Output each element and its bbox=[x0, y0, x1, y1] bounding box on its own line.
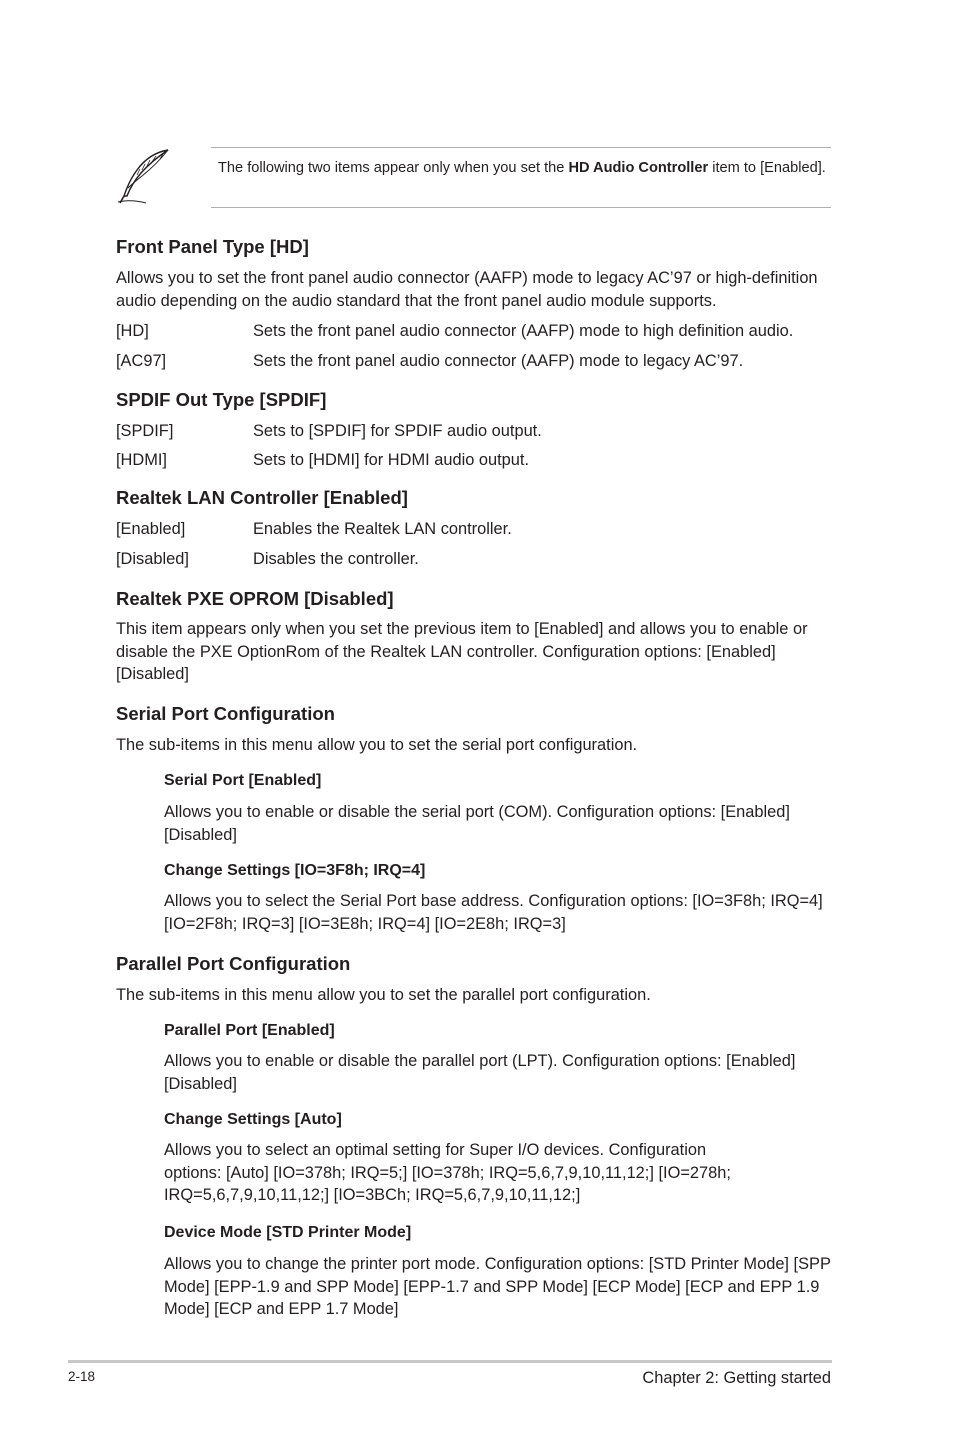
option-value: Sets the front panel audio connector (AAFP) mode to legacy AC’97. bbox=[253, 352, 744, 370]
quill-pen-icon bbox=[112, 146, 174, 206]
option-value: Disables the controller. bbox=[253, 550, 419, 568]
section-description: The sub-items in this menu allow you to set the serial port configuration. bbox=[116, 736, 638, 754]
option-key: [Disabled] bbox=[116, 550, 189, 568]
page-number: 2-18 bbox=[68, 1369, 96, 1384]
note-text-part: The following two items appear only when you set the bbox=[218, 160, 569, 176]
section-heading: SPDIF Out Type [SPDIF] bbox=[116, 389, 327, 410]
chapter-title: Chapter 2: Getting started bbox=[642, 1369, 831, 1387]
description-line: options: [Auto] [IO=378h; IRQ=5;] [IO=378h; IRQ=5,6,7,9,10,11,12;] [IO=278h; bbox=[164, 1163, 731, 1182]
subsection-heading: Device Mode [STD Printer Mode] bbox=[164, 1224, 412, 1241]
option-key: [SPDIF] bbox=[116, 422, 174, 440]
option-value: Enables the Realtek LAN controller. bbox=[253, 520, 512, 538]
note-text-part: item to [Enabled]. bbox=[708, 160, 826, 176]
option-key: [Enabled] bbox=[116, 520, 186, 538]
section-description: This item appears only when you set the previous item to [Enabled] and allows you to enable or disable the PXE OptionRom of the Realtek LAN controller. Configuration options: [Enabled] [Disabled] bbox=[116, 620, 808, 683]
note-icon bbox=[112, 146, 174, 206]
subsection-heading: Change Settings [Auto] bbox=[164, 1111, 342, 1128]
note-text bbox=[218, 158, 830, 178]
option-value: Sets to [HDMI] for HDMI audio output. bbox=[253, 451, 530, 469]
option-key: [AC97] bbox=[116, 352, 167, 370]
subsection-description: Allows you to enable or disable the parallel port (LPT). Configuration options: [Enabled] [Disabled] bbox=[164, 1052, 796, 1093]
subsection-heading: Change Settings [IO=3F8h; IRQ=4] bbox=[164, 862, 426, 879]
subsection-description bbox=[164, 1139, 832, 1207]
option-value: Sets to [SPDIF] for SPDIF audio output. bbox=[253, 422, 542, 440]
subsection-heading: Serial Port [Enabled] bbox=[164, 772, 322, 789]
section-heading: Parallel Port Configuration bbox=[116, 953, 351, 974]
note-bottom-rule bbox=[211, 207, 831, 208]
option-value: Sets the front panel audio connector (AAFP) mode to high definition audio. bbox=[253, 322, 794, 340]
note-text-bold: HD Audio Controller bbox=[568, 160, 709, 176]
section-description: Allows you to set the front panel audio connector (AAFP) mode to legacy AC’97 or high-definition audio depending on the audio standard that the front panel audio module supports. bbox=[116, 269, 818, 310]
option-key: [HDMI] bbox=[116, 451, 167, 469]
description-line: Allows you to select an optimal setting for Super I/O devices. Configuration bbox=[164, 1141, 707, 1159]
subsection-description: Allows you to change the printer port mode. Configuration options: [STD Printer Mode] [SPP Mode] [EPP-1.9 and SPP Mode] [EPP-1.7 and SPP Mode] [ECP Mode] [ECP and EPP 1.9 Mode] [ECP and EPP 1.7 Mode] bbox=[164, 1255, 831, 1318]
section-heading: Realtek PXE OPROM [Disabled] bbox=[116, 588, 394, 609]
subsection-description: Allows you to select the Serial Port base address. Configuration options: [IO=3F8h; IRQ=4] [IO=2F8h; IRQ=3] [IO=3E8h; IRQ=4] [IO=2E8h; IRQ=3] bbox=[164, 892, 823, 933]
subsection-description: Allows you to enable or disable the serial port (COM). Configuration options: [Enabled] [Disabled] bbox=[164, 803, 790, 844]
section-description: The sub-items in this menu allow you to set the parallel port configuration. bbox=[116, 986, 651, 1004]
option-key: [HD] bbox=[116, 322, 149, 340]
note-top-rule bbox=[211, 147, 831, 148]
section-heading: Realtek LAN Controller [Enabled] bbox=[116, 487, 408, 508]
description-line: IRQ=5,6,7,9,10,11,12;] [IO=3BCh; IRQ=5,6,7,9,10,11,12;] bbox=[164, 1186, 581, 1204]
section-heading: Front Panel Type [HD] bbox=[116, 236, 309, 257]
footer-rule bbox=[68, 1360, 832, 1363]
subsection-heading: Parallel Port [Enabled] bbox=[164, 1022, 335, 1039]
section-heading: Serial Port Configuration bbox=[116, 703, 335, 724]
